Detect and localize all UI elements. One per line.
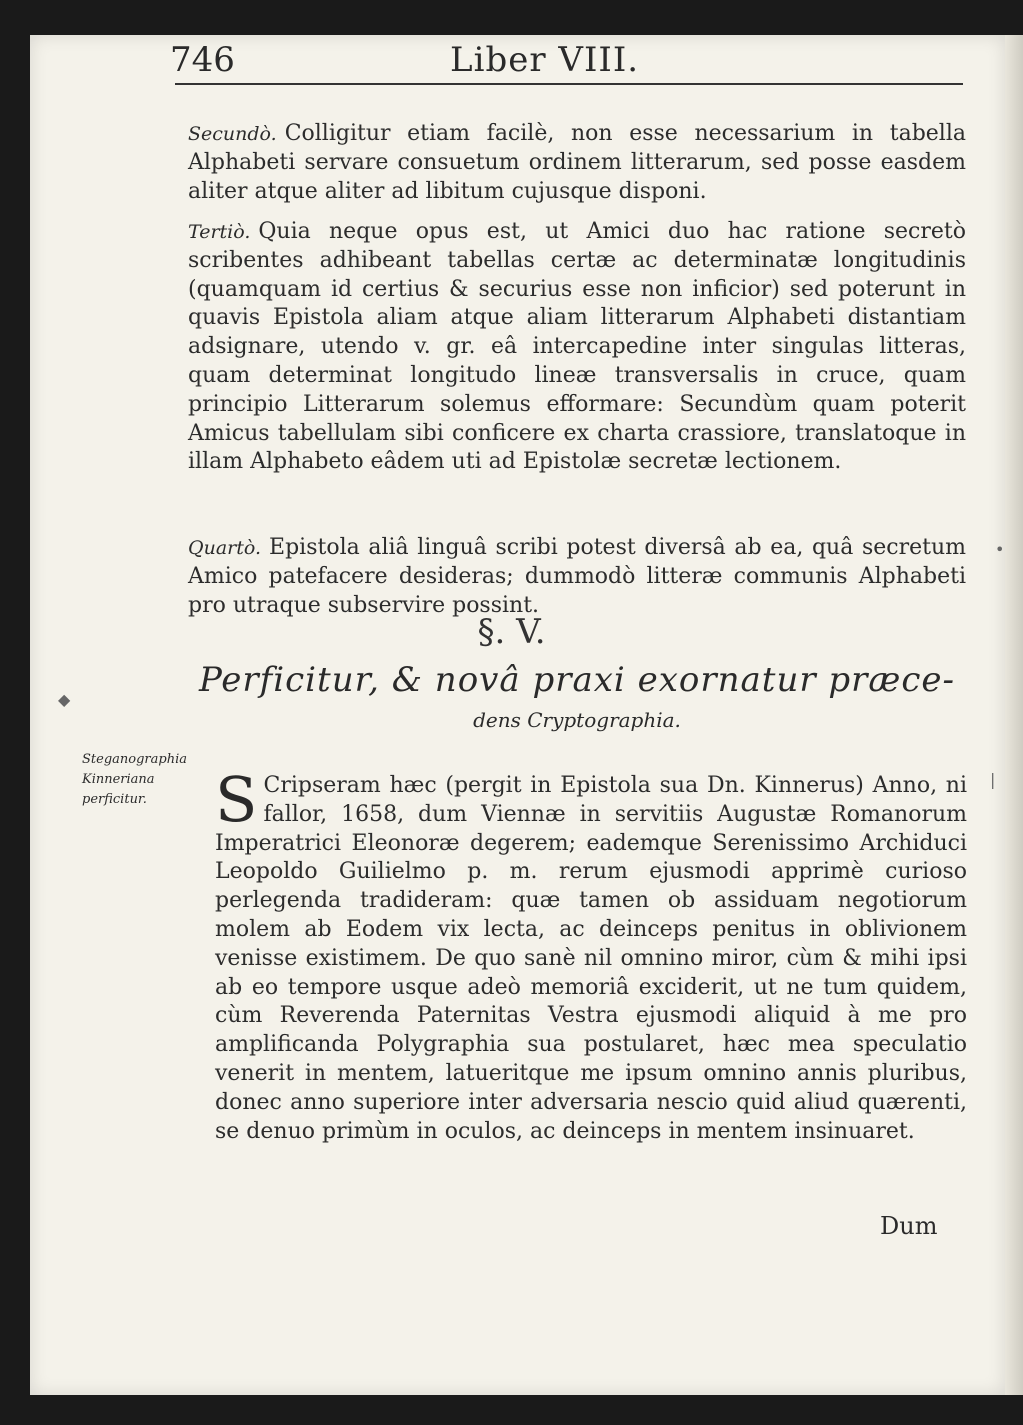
marginal-note: Steganographia Kinneriana perficitur.	[82, 752, 187, 807]
catchword: Dum	[880, 1212, 938, 1240]
paragraph-secundo	[188, 120, 966, 206]
ink-mark-icon: •	[995, 540, 1005, 559]
paragraph-text: Quia neque opus est, ut Amici duo hac ratione secretò scribentes adhibeant tabellas certæ ac determinatæ longitudinis (quamquam id certius & securius esse non inficior) sed poterunt in quavis Epistola aliam atque aliam litterarum Alphabeti distantiam adsignare, utendo v. gr. eâ intercapedine inter singulas litteras, quam determinat longitudo lineæ transversalis in cruce, quam principio Litterarum solemus efformare: Secundùm quam poterit Amicus tabellulam sibi conficere ex charta crassiore, translatoque in illam Alphabeto eâdem uti ad Epistolæ secretæ lectionem.	[188, 219, 966, 475]
main-paragraph-text: Cripseram hæc (pergit in Epistola sua Dn. Kinnerus) Anno, ni fallor, 1658, dum Viennæ in servitiis Augustæ Romanorum Imperatrici Eleonoræ degerem; eademque Serenissimo Archiduci Leopoldo Guilielmo p. m. rerum ejusmodi apprimè curioso perlegenda tradideram: quæ tamen ob assiduam negotiorum molem ab Eodem vix lecta, ac deinceps penitus in oblivionem venisse existimem. De quo sanè nil omnino miror, cùm & mihi ipsi ab eo tempore usque adeò memoriâ exciderit, ut ne tum quidem, cùm Reverenda Paternitas Vestra ejusmodi aliquid à me pro amplificanda Polygraphia sua postularet, hæc mea speculatio venerit in mentem, latueritque me ipsum omnino annis pluribus, donec anno superiore inter adversaria nescio quid aliud quærenti, se denuo primùm in oculos, ac deinceps in mentem insinuaret.	[215, 773, 967, 1144]
paragraph-label: Secundò.	[188, 123, 277, 145]
paragraph-quarto	[188, 534, 966, 620]
page-number: 746	[170, 40, 235, 80]
ink-mark-icon: ◆	[58, 690, 71, 709]
page-header	[170, 40, 965, 82]
paragraph-label: Quartò.	[188, 537, 262, 559]
running-title: Liber VIII.	[450, 40, 640, 80]
header-rule	[175, 83, 963, 85]
section-title: Perficitur, & novâ praxi exornatur præce-	[198, 660, 956, 700]
section-mark: §. V.	[477, 612, 546, 652]
paragraph-tertio	[188, 218, 966, 477]
page-edge	[1005, 35, 1023, 1395]
drop-capital: S	[215, 763, 258, 836]
paragraph-label: Tertiò.	[188, 221, 251, 243]
ink-mark-icon: |	[990, 770, 996, 789]
main-paragraph	[215, 763, 967, 1146]
paragraph-text: Colligitur etiam facilè, non esse necessarium in tabella Alphabeti servare consuetum ordinem litterarum, sed posse easdem aliter atque aliter ad libitum cujusque disponi.	[188, 121, 966, 204]
paragraph-text: Epistola aliâ linguâ scribi potest diversâ ab ea, quâ secretum Amico patefacere desideras; dummodò litteræ communis Alphabeti pro utraque subservire possint.	[188, 535, 966, 618]
section-title-continuation: dens Cryptographia.	[473, 708, 681, 732]
